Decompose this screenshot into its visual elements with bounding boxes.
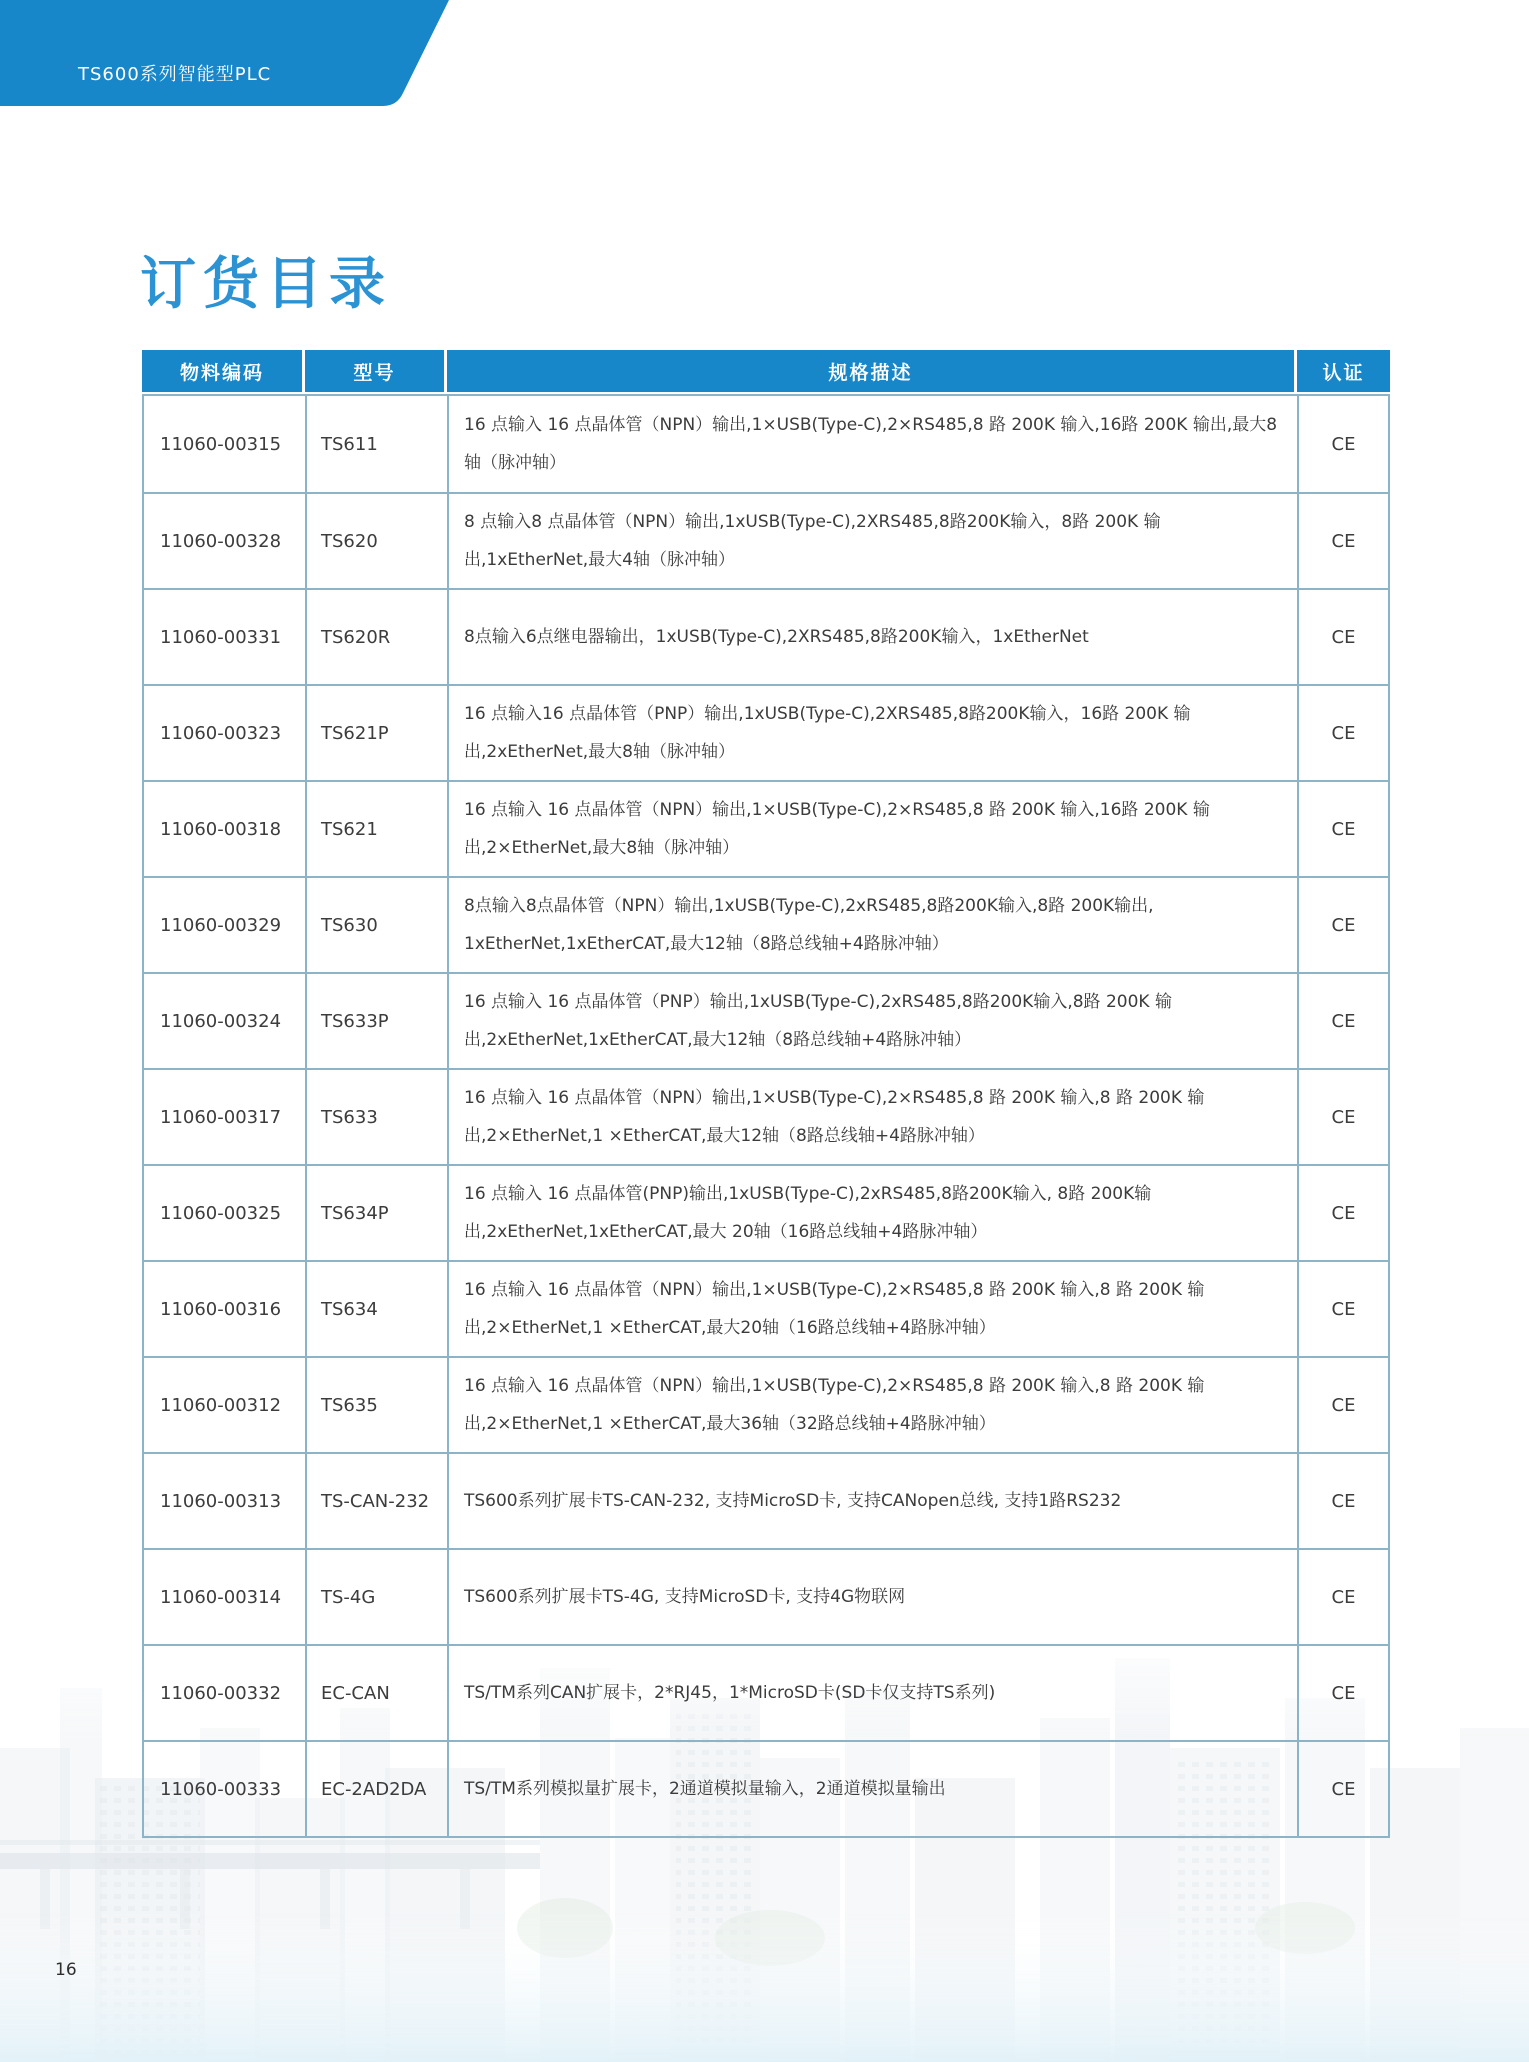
header-cert: 认证 xyxy=(1297,350,1390,392)
table-row xyxy=(144,1644,1388,1740)
banner-title: TS600系列智能型PLC xyxy=(78,64,272,85)
cert-cell: CE xyxy=(1331,1490,1356,1512)
model-cell: TS621P xyxy=(307,686,449,780)
table-row xyxy=(144,1740,1388,1836)
table-row xyxy=(144,684,1388,780)
cert-cell: CE xyxy=(1331,1106,1356,1128)
model-cell: TS-4G xyxy=(307,1550,449,1644)
model-cell: TS635 xyxy=(307,1358,449,1452)
cert-cell: CE xyxy=(1331,1010,1356,1032)
material-code-cell: 11060-00312 xyxy=(144,1358,307,1452)
model-cell: TS633P xyxy=(307,974,449,1068)
cert-cell: CE xyxy=(1331,914,1356,936)
material-code-cell: 11060-00323 xyxy=(144,686,307,780)
spec-cell: 8点输入8点晶体管（NPN）输出,1xUSB(Type-C),2xRS485,8路200K输入,8路 200K输出, 1xEtherNet,1xEtherCAT,最大12轴（8路总线轴+4路脉冲轴） xyxy=(449,878,1299,972)
spec-cell: TS/TM系列CAN扩展卡，2*RJ45，1*MicroSD卡(SD卡仅支持TS系列) xyxy=(449,1646,1299,1740)
header-banner xyxy=(0,0,470,110)
model-cell: TS630 xyxy=(307,878,449,972)
model-cell: TS620R xyxy=(307,590,449,684)
cert-cell: CE xyxy=(1331,1682,1356,1704)
material-code-cell: 11060-00318 xyxy=(144,782,307,876)
header-spec: 规格描述 xyxy=(447,350,1297,392)
model-cell: TS634 xyxy=(307,1262,449,1356)
spec-cell: 16 点输入 16 点晶体管（PNP）输出,1xUSB(Type-C),2xRS485,8路200K输入,8路 200K 输出,2xEtherNet,1xEtherCAT,最大12轴（8路总线轴+4路脉冲轴） xyxy=(449,974,1299,1068)
table-row xyxy=(144,1452,1388,1548)
material-code-cell: 11060-00314 xyxy=(144,1550,307,1644)
spec-cell: 16 点输入 16 点晶体管（NPN）输出,1×USB(Type-C),2×RS485,8 路 200K 输入,8 路 200K 输出,2×EtherNet,1 ×EtherCAT,最大36轴（32路总线轴+4路脉冲轴） xyxy=(449,1358,1299,1452)
model-cell: TS633 xyxy=(307,1070,449,1164)
spec-cell: TS600系列扩展卡TS-4G, 支持MicroSD卡, 支持4G物联网 xyxy=(449,1550,1299,1644)
cert-cell: CE xyxy=(1331,1778,1356,1800)
material-code-cell: 11060-00316 xyxy=(144,1262,307,1356)
model-cell: EC-CAN xyxy=(307,1646,449,1740)
spec-cell: 16 点输入 16 点晶体管（NPN）输出,1×USB(Type-C),2×RS485,8 路 200K 输入,8 路 200K 输出,2×EtherNet,1 ×EtherCAT,最大12轴（8路总线轴+4路脉冲轴） xyxy=(449,1070,1299,1164)
table-header-row xyxy=(142,350,1390,392)
page-number: 16 xyxy=(55,1960,77,1980)
material-code-cell: 11060-00313 xyxy=(144,1454,307,1548)
spec-cell: 8点输入6点继电器输出，1xUSB(Type-C),2XRS485,8路200K输入，1xEtherNet xyxy=(449,590,1299,684)
spec-cell: 16 点输入16 点晶体管（PNP）输出,1xUSB(Type-C),2XRS485,8路200K输入，16路 200K 输出,2xEtherNet,最大8轴（脉冲轴） xyxy=(449,686,1299,780)
cert-cell: CE xyxy=(1331,1586,1356,1608)
material-code-cell: 11060-00332 xyxy=(144,1646,307,1740)
cert-cell: CE xyxy=(1331,1298,1356,1320)
table-row xyxy=(144,1068,1388,1164)
material-code-cell: 11060-00331 xyxy=(144,590,307,684)
material-code-cell: 11060-00333 xyxy=(144,1742,307,1836)
cert-cell: CE xyxy=(1331,530,1356,552)
spec-cell: 16 点输入 16 点晶体管（NPN）输出,1×USB(Type-C),2×RS485,8 路 200K 输入,16路 200K 输出,最大8轴（脉冲轴） xyxy=(449,396,1299,492)
material-code-cell: 11060-00317 xyxy=(144,1070,307,1164)
spec-cell: 16 点输入 16 点晶体管(PNP)输出,1xUSB(Type-C),2xRS485,8路200K输入, 8路 200K输出,2xEtherNet,1xEtherCAT,最大 20轴（16路总线轴+4路脉冲轴） xyxy=(449,1166,1299,1260)
cert-cell: CE xyxy=(1331,626,1356,648)
model-cell: EC-2AD2DA xyxy=(307,1742,449,1836)
table-row xyxy=(144,1260,1388,1356)
table-row xyxy=(144,876,1388,972)
table-row xyxy=(144,1548,1388,1644)
cert-cell: CE xyxy=(1331,1202,1356,1224)
table-row xyxy=(144,1164,1388,1260)
material-code-cell: 11060-00328 xyxy=(144,494,307,588)
model-cell: TS611 xyxy=(307,396,449,492)
material-code-cell: 11060-00315 xyxy=(144,396,307,492)
material-code-cell: 11060-00325 xyxy=(144,1166,307,1260)
model-cell: TS-CAN-232 xyxy=(307,1454,449,1548)
table-row xyxy=(144,972,1388,1068)
model-cell: TS621 xyxy=(307,782,449,876)
material-code-cell: 11060-00329 xyxy=(144,878,307,972)
cert-cell: CE xyxy=(1331,818,1356,840)
table-row xyxy=(144,492,1388,588)
spec-cell: 8 点输入8 点晶体管（NPN）输出,1xUSB(Type-C),2XRS485,8路200K输入，8路 200K 输出,1xEtherNet,最大4轴（脉冲轴） xyxy=(449,494,1299,588)
spec-cell: 16 点输入 16 点晶体管（NPN）输出,1×USB(Type-C),2×RS485,8 路 200K 输入,8 路 200K 输出,2×EtherNet,1 ×EtherCAT,最大20轴（16路总线轴+4路脉冲轴） xyxy=(449,1262,1299,1356)
spec-cell: 16 点输入 16 点晶体管（NPN）输出,1×USB(Type-C),2×RS485,8 路 200K 输入,16路 200K 输出,2×EtherNet,最大8轴（脉冲轴） xyxy=(449,782,1299,876)
page-title: 订货目录 xyxy=(140,252,392,317)
table-row xyxy=(144,396,1388,492)
table-row xyxy=(144,588,1388,684)
spec-cell: TS600系列扩展卡TS-CAN-232, 支持MicroSD卡, 支持CANopen总线, 支持1路RS232 xyxy=(449,1454,1299,1548)
header-material-code: 物料编码 xyxy=(142,350,305,392)
table-row xyxy=(144,1356,1388,1452)
material-code-cell: 11060-00324 xyxy=(144,974,307,1068)
table-body xyxy=(142,394,1390,1838)
banner-shape xyxy=(0,0,470,110)
cert-cell: CE xyxy=(1331,722,1356,744)
cert-cell: CE xyxy=(1331,433,1356,455)
model-cell: TS620 xyxy=(307,494,449,588)
table-row xyxy=(144,780,1388,876)
model-cell: TS634P xyxy=(307,1166,449,1260)
spec-cell: TS/TM系列模拟量扩展卡，2通道模拟量输入，2通道模拟量输出 xyxy=(449,1742,1299,1836)
order-table xyxy=(142,350,1390,1838)
header-model: 型号 xyxy=(305,350,447,392)
cert-cell: CE xyxy=(1331,1394,1356,1416)
